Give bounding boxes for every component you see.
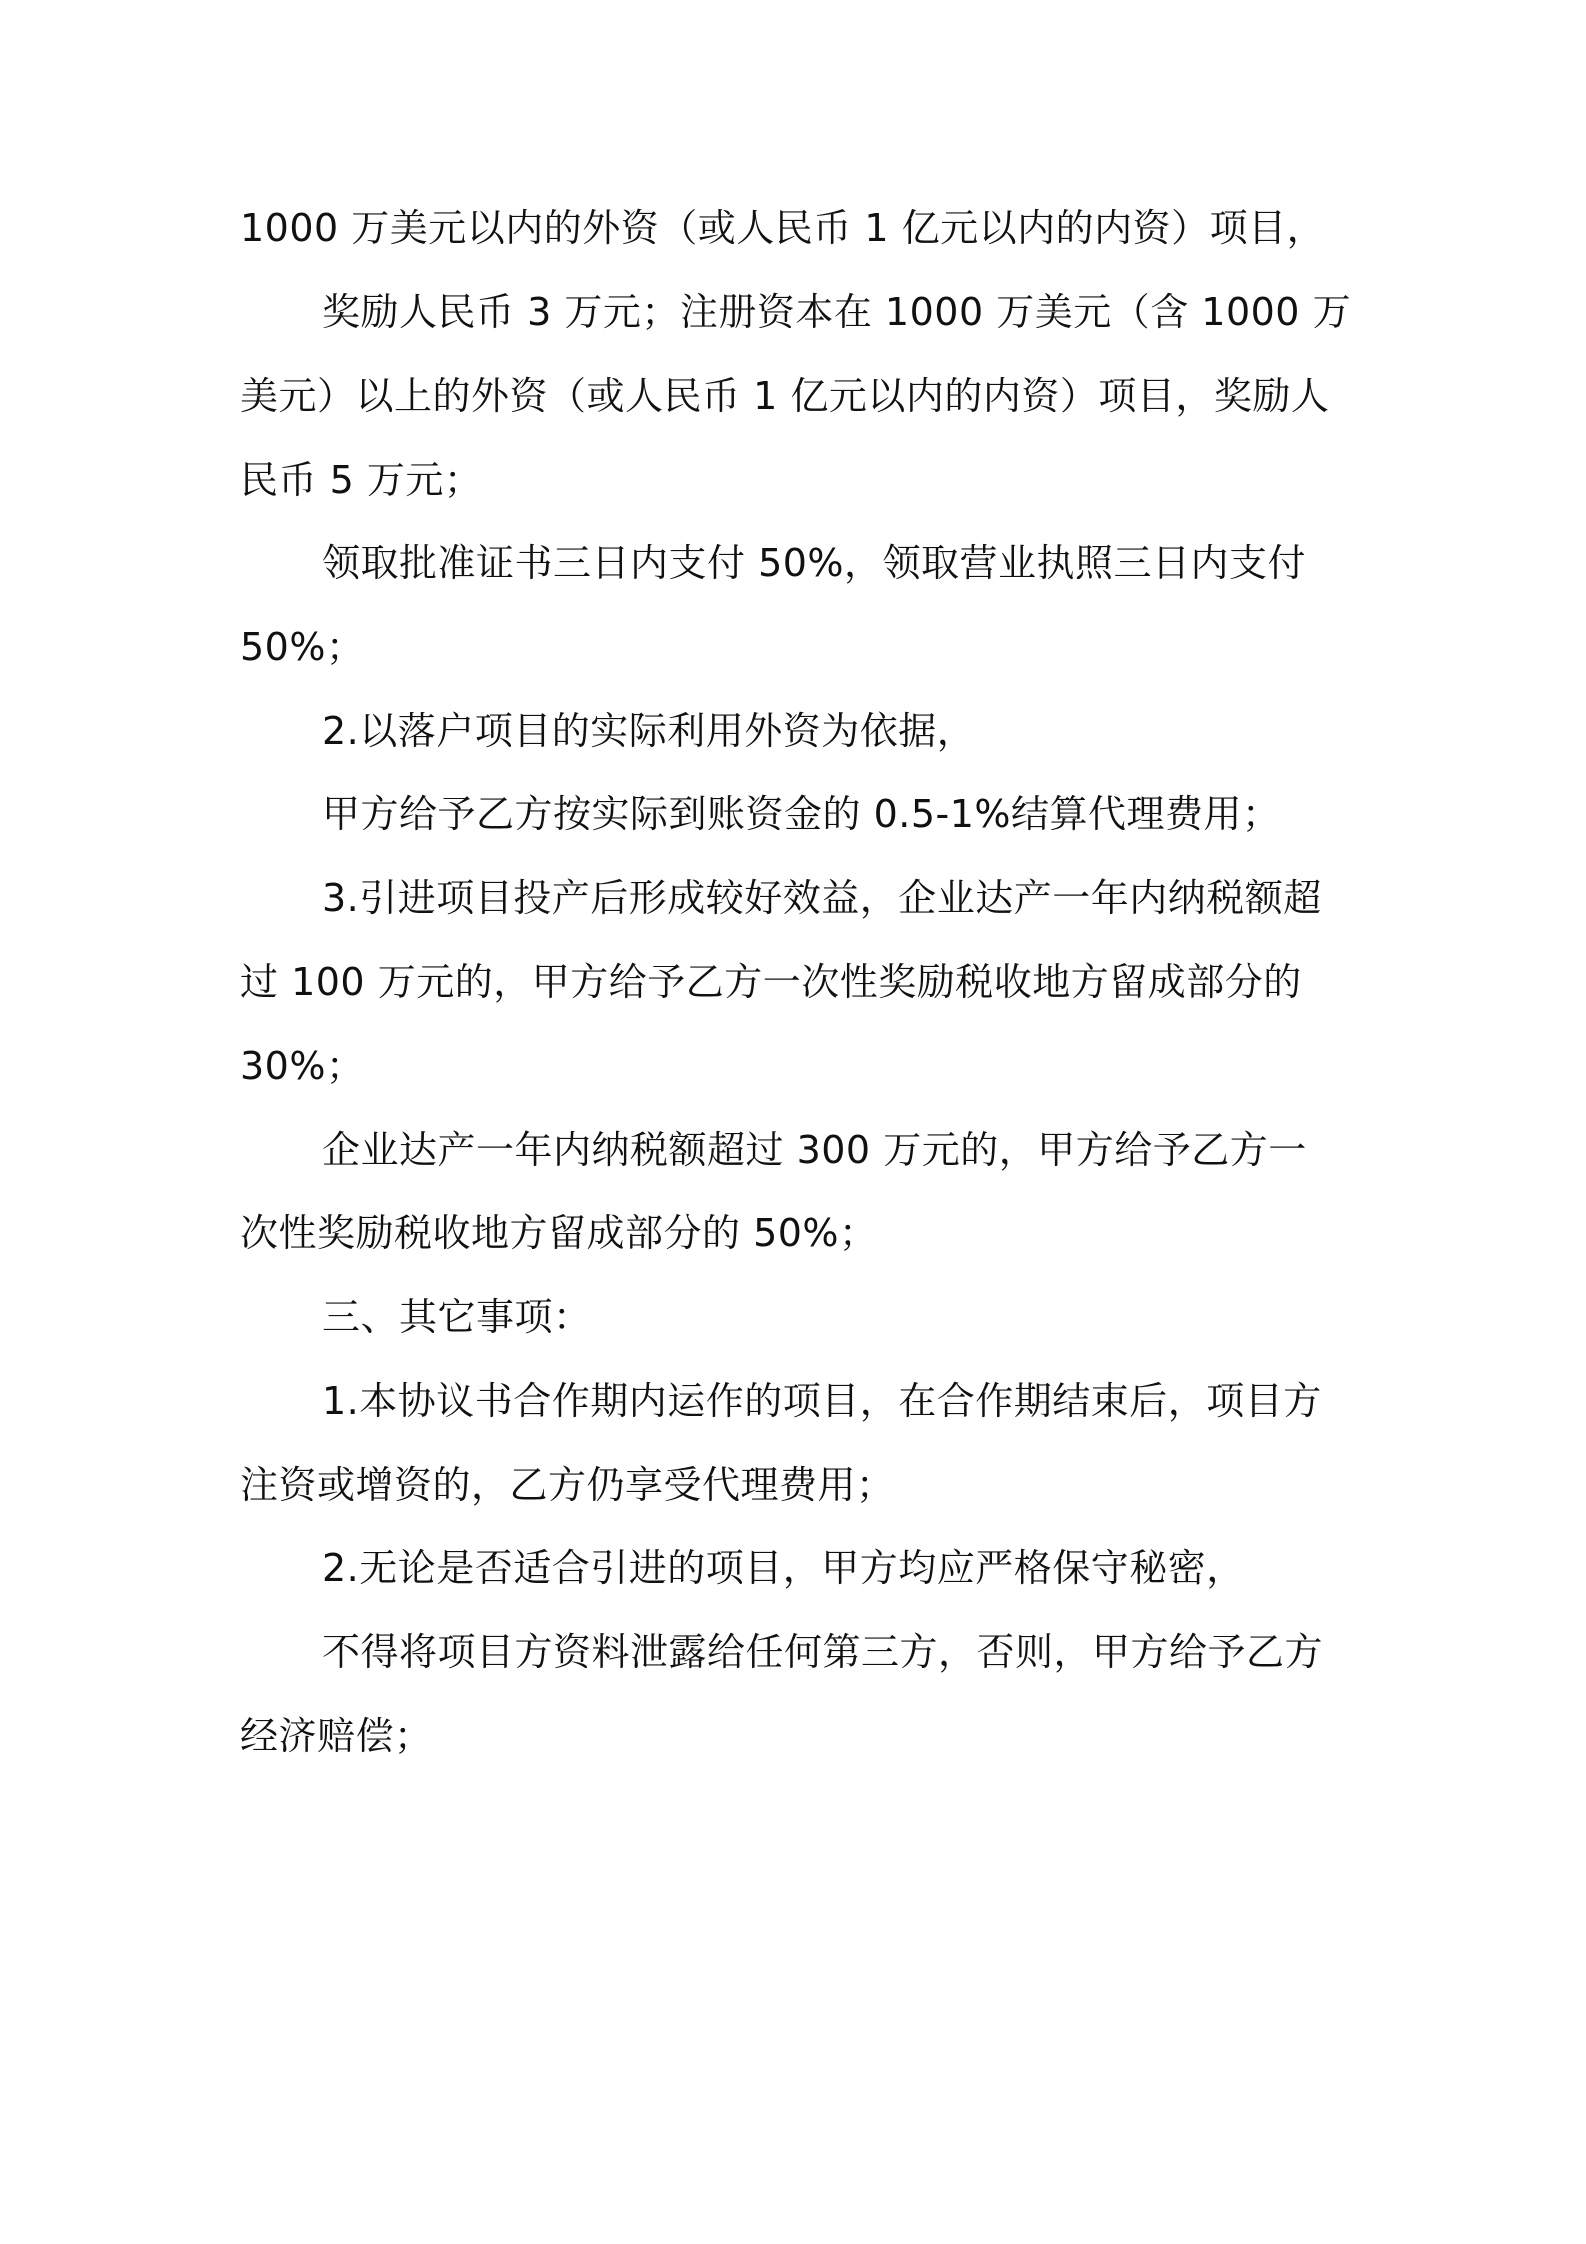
text-line: 50%； <box>240 625 365 669</box>
text-line: 美元）以上的外资（或人民币 1 亿元以内的内资）项目，奖励人 <box>240 374 1330 418</box>
text-line: 次性奖励税收地方留成部分的 50%； <box>240 1211 878 1255</box>
text-line: 2.无论是否适合引进的项目，甲方均应严格保守秘密， <box>322 1546 1245 1590</box>
text-line: 过 100 万元的，甲方给予乙方一次性奖励税收地方留成部分的 <box>240 960 1302 1004</box>
text-line: 不得将项目方资料泄露给任何第三方，否则，甲方给予乙方 <box>322 1630 1324 1674</box>
section-heading: 三、其它事项： <box>322 1295 592 1339</box>
text-line: 企业达产一年内纳税额超过 300 万元的，甲方给予乙方一 <box>322 1128 1307 1172</box>
text-line: 甲方给予乙方按实际到账资金的 0.5-1%结算代理费用； <box>322 792 1281 836</box>
text-line: 经济赔偿； <box>240 1714 433 1758</box>
text-line: 1000 万美元以内的外资（或人民币 1 亿元以内的内资）项目， <box>240 206 1326 250</box>
text-line: 民币 5 万元； <box>240 458 483 502</box>
text-line: 奖励人民币 3 万元；注册资本在 1000 万美元（含 1000 万 <box>322 290 1352 334</box>
text-line: 领取批准证书三日内支付 50%，领取营业执照三日内支付 <box>322 541 1307 585</box>
text-line: 3.引进项目投产后形成较好效益，企业达产一年内纳税额超 <box>322 876 1322 920</box>
text-line: 注资或增资的，乙方仍享受代理费用； <box>240 1463 895 1507</box>
text-line: 1.本协议书合作期内运作的项目，在合作期结束后，项目方 <box>322 1379 1322 1423</box>
text-line: 2.以落户项目的实际利用外资为依据， <box>322 709 976 753</box>
text-line: 30%； <box>240 1044 365 1088</box>
